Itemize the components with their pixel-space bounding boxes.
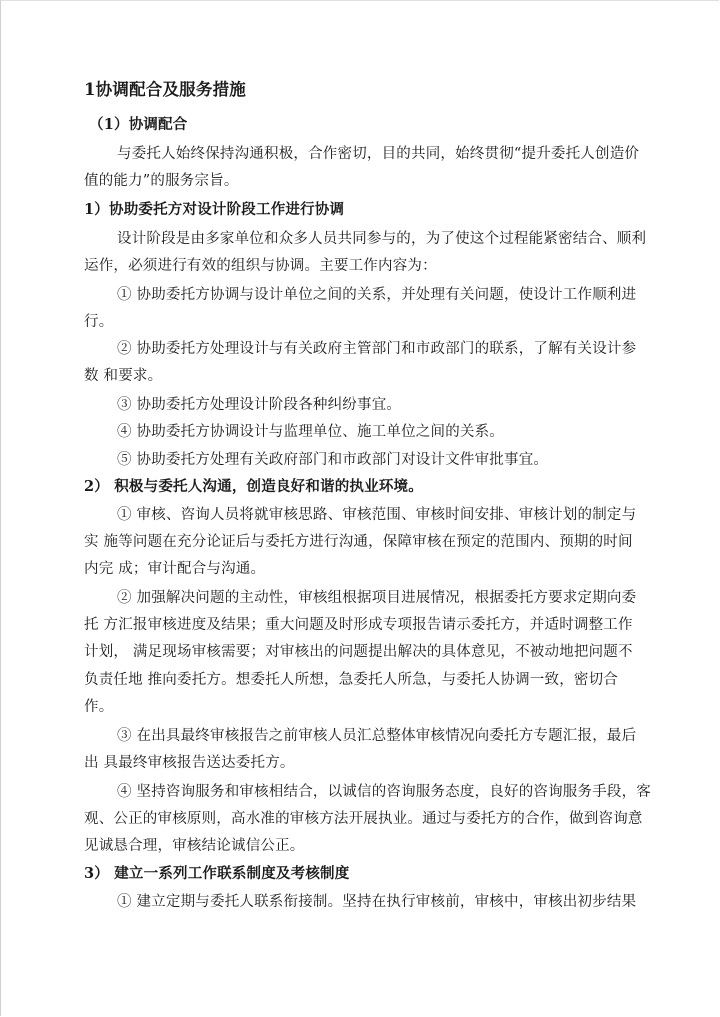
paragraph-line: 托 方汇报审核进度及结果；重大问题及时形成专项报告请示委托方，并适时调整工作 — [84, 617, 633, 633]
item-heading: 2） 积极与委托人沟通，创造良好和谐的执业环境。 — [84, 478, 423, 495]
list-item: ③ 在出具最终审核报告之前审核人员汇总整体审核情况向委托方专题汇报，最后 — [117, 728, 637, 744]
list-item: ② 协助委托方处理设计与有关政府主管部门和市政部门的联系，了解有关设计参 — [117, 341, 637, 357]
paragraph-line: 见诚恳合理，审核结论诚信公正。 — [84, 838, 305, 854]
paragraph-line: 设计阶段是由多家单位和众多人员共同参与的，为了使这个过程能紧密结合、顺利 — [117, 231, 647, 247]
list-item: ① 协助委托方协调与设计单位之间的关系，并处理有关问题，使设计工作顺利进 — [117, 287, 637, 303]
paragraph-line: 数 和要求。 — [84, 368, 163, 384]
list-item: ① 审核、咨询人员将就审核思路、审核范围、审核时间安排、审核计划的制定与 — [117, 507, 637, 523]
paragraph-line: 出 具最终审核报告送达委托方。 — [84, 755, 295, 771]
paragraph-line: 运作，必须进行有效的组织与协调。主要工作内容为： — [84, 258, 437, 274]
item-heading: 1）协助委托方对设计阶段工作进行协调 — [84, 201, 345, 218]
list-item: ① 建立定期与委托人联系衔接制。坚持在执行审核前，审核中，审核出初步结果 — [117, 894, 637, 910]
paragraph-line: 行。 — [84, 314, 114, 330]
paragraph-line: 值的能力”的服务宗旨。 — [84, 173, 239, 189]
paragraph-line: 内完 成；审计配合与沟通。 — [84, 561, 266, 577]
list-item: ⑤ 协助委托方处理有关政府部门和市政部门对设计文件审批事宜。 — [117, 452, 549, 468]
list-item: ② 加强解决问题的主动性，审核组根据项目进展情况，根据委托方要求定期向委 — [117, 590, 637, 606]
section-title: 1协调配合及服务措施 — [84, 80, 246, 99]
list-item: ③ 协助委托方处理设计阶段各种纠纷事宜。 — [117, 397, 402, 413]
paragraph-line: 观、公正的审核原则，高水准的审核方法开展执业。通过与委托方的合作，做到咨询意 — [84, 811, 643, 827]
item-heading: 3） 建立一系列工作联系制度及考核制度 — [84, 865, 350, 882]
list-item: ④ 坚持咨询服务和审核相结合，以诚信的咨询服务态度，良好的咨询服务手段，客 — [117, 784, 652, 800]
paragraph-line: 计划， 满足现场审核需要；对审核出的问题提出解决的具体意见，不被动地把问题不 — [84, 644, 633, 660]
paragraph-line: 实 施等问题在充分论证后与委托方进行沟通，保障审核在预定的范围内、预期的时间 — [84, 534, 633, 550]
paragraph-line: 负责任地 推向委托方。想委托人所想，急委托人所急，与委托人协调一致，密切合 — [84, 672, 619, 688]
subsection-title: （1）协调配合 — [89, 116, 188, 133]
list-item: ④ 协助委托方协调设计与监理单位、施工单位之间的关系。 — [117, 424, 505, 440]
paragraph-line: 与委托人始终保持沟通积极，合作密切，目的共同，始终贯彻“提升委托人创造价 — [117, 146, 640, 162]
paragraph-line: 作。 — [84, 699, 114, 715]
